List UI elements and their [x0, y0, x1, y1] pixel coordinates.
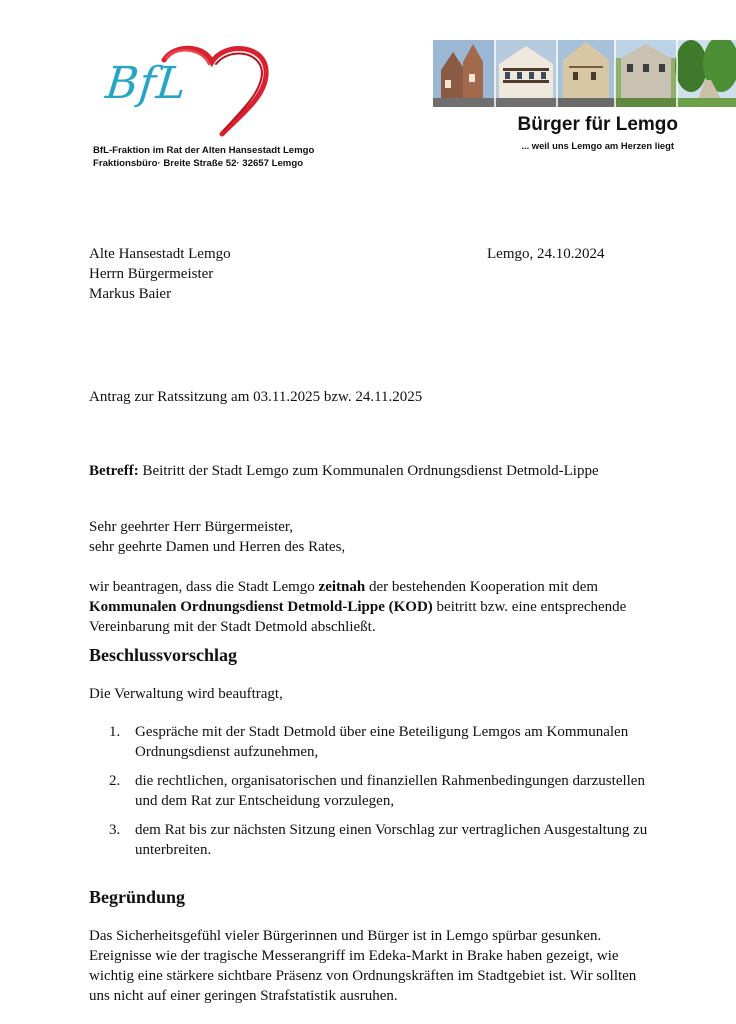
salutation — [89, 517, 345, 557]
salutation-line: sehr geehrte Damen und Herren des Rates, — [89, 539, 346, 555]
subject-label: Betreff: — [89, 463, 139, 479]
reasoning-paragraph — [89, 926, 659, 1006]
logo-text: BfL — [103, 58, 190, 109]
list-line: Gespräche mit der Stadt Detmold über eine Beteiligung Lemgos am Kommunalen — [135, 724, 629, 740]
list-number: 3. — [109, 822, 121, 838]
brand-title: Bürger für Lemgo — [517, 114, 678, 135]
section-heading: Begründung — [89, 887, 186, 907]
intro-emphasis: Kommunalen Ordnungsdienst Detmold-Lippe (KOD) — [89, 599, 433, 615]
subject-line — [89, 461, 599, 481]
section-heading: Beschlussvorschlag — [89, 645, 238, 665]
list-line: und dem Rat zur Entscheidung vorzulegen, — [135, 793, 395, 809]
list-number: 2. — [109, 773, 121, 789]
intro-text: beitritt bzw. eine entsprechende Vereinbarung mit der Stadt Detmold abschließt. — [89, 599, 627, 635]
section-lead: Die Verwaltung wird beauftragt, — [89, 686, 283, 702]
recipient-line: Alte Hansestadt Lemgo — [89, 246, 231, 262]
recipient-address — [89, 244, 231, 304]
org-address: Fraktionsbüro· Breite Straße 52· 32657 Lemgo — [93, 158, 304, 169]
recipient-line: Markus Baier — [89, 286, 172, 302]
list-line: unterbreiten. — [135, 842, 212, 858]
reasoning-line: Das Sicherheitsgefühl vieler Bürgerinnen und Bürger ist in Lemgo spürbar gesunken. — [89, 928, 602, 944]
reasoning-line: uns nicht auf einer geringen Strafstatistik ausruhen. — [89, 988, 398, 1004]
list-line: dem Rat bis zur nächsten Sitzung einen Vorschlag zur vertraglichen Ausgestaltung zu — [135, 822, 648, 838]
subject-text: Beitritt der Stadt Lemgo zum Kommunalen Ordnungsdienst Detmold-Lippe — [138, 463, 599, 479]
org-name: BfL-Fraktion im Rat der Alten Hansestadt Lemgo — [93, 145, 315, 156]
intro-emphasis: zeitnah — [318, 579, 366, 595]
intro-paragraph — [89, 577, 649, 637]
list-number: 1. — [109, 724, 121, 740]
list-line: Ordnungsdienst aufzunehmen, — [135, 744, 319, 760]
letter-date: Lemgo, 24.10.2024 — [487, 246, 605, 262]
recipient-line: Herrn Bürgermeister — [89, 266, 214, 282]
list-line: die rechtlichen, organisatorischen und finanziellen Rahmenbedingungen darzustellen — [135, 773, 645, 789]
lemgo-photo-strip — [433, 40, 736, 107]
reasoning-line: wichtig eine stärkere sichtbare Präsenz von Ordnungskräften im Stadtgebiet ist. Wir sollten — [89, 968, 637, 984]
intro-text: der bestehenden Kooperation mit dem — [365, 579, 599, 595]
intro-text: wir beantragen, dass die Stadt Lemgo — [89, 579, 319, 595]
brand-slogan: ... weil uns Lemgo am Herzen liegt — [521, 140, 674, 151]
salutation-line: Sehr geehrter Herr Bürgermeister, — [89, 519, 294, 535]
reasoning-line: Ereignisse wie der tragische Messerangriff im Edeka-Markt in Brake haben gezeigt, wie — [89, 948, 619, 964]
antrag-line: Antrag zur Ratssitzung am 03.11.2025 bzw. 24.11.2025 — [89, 389, 423, 405]
